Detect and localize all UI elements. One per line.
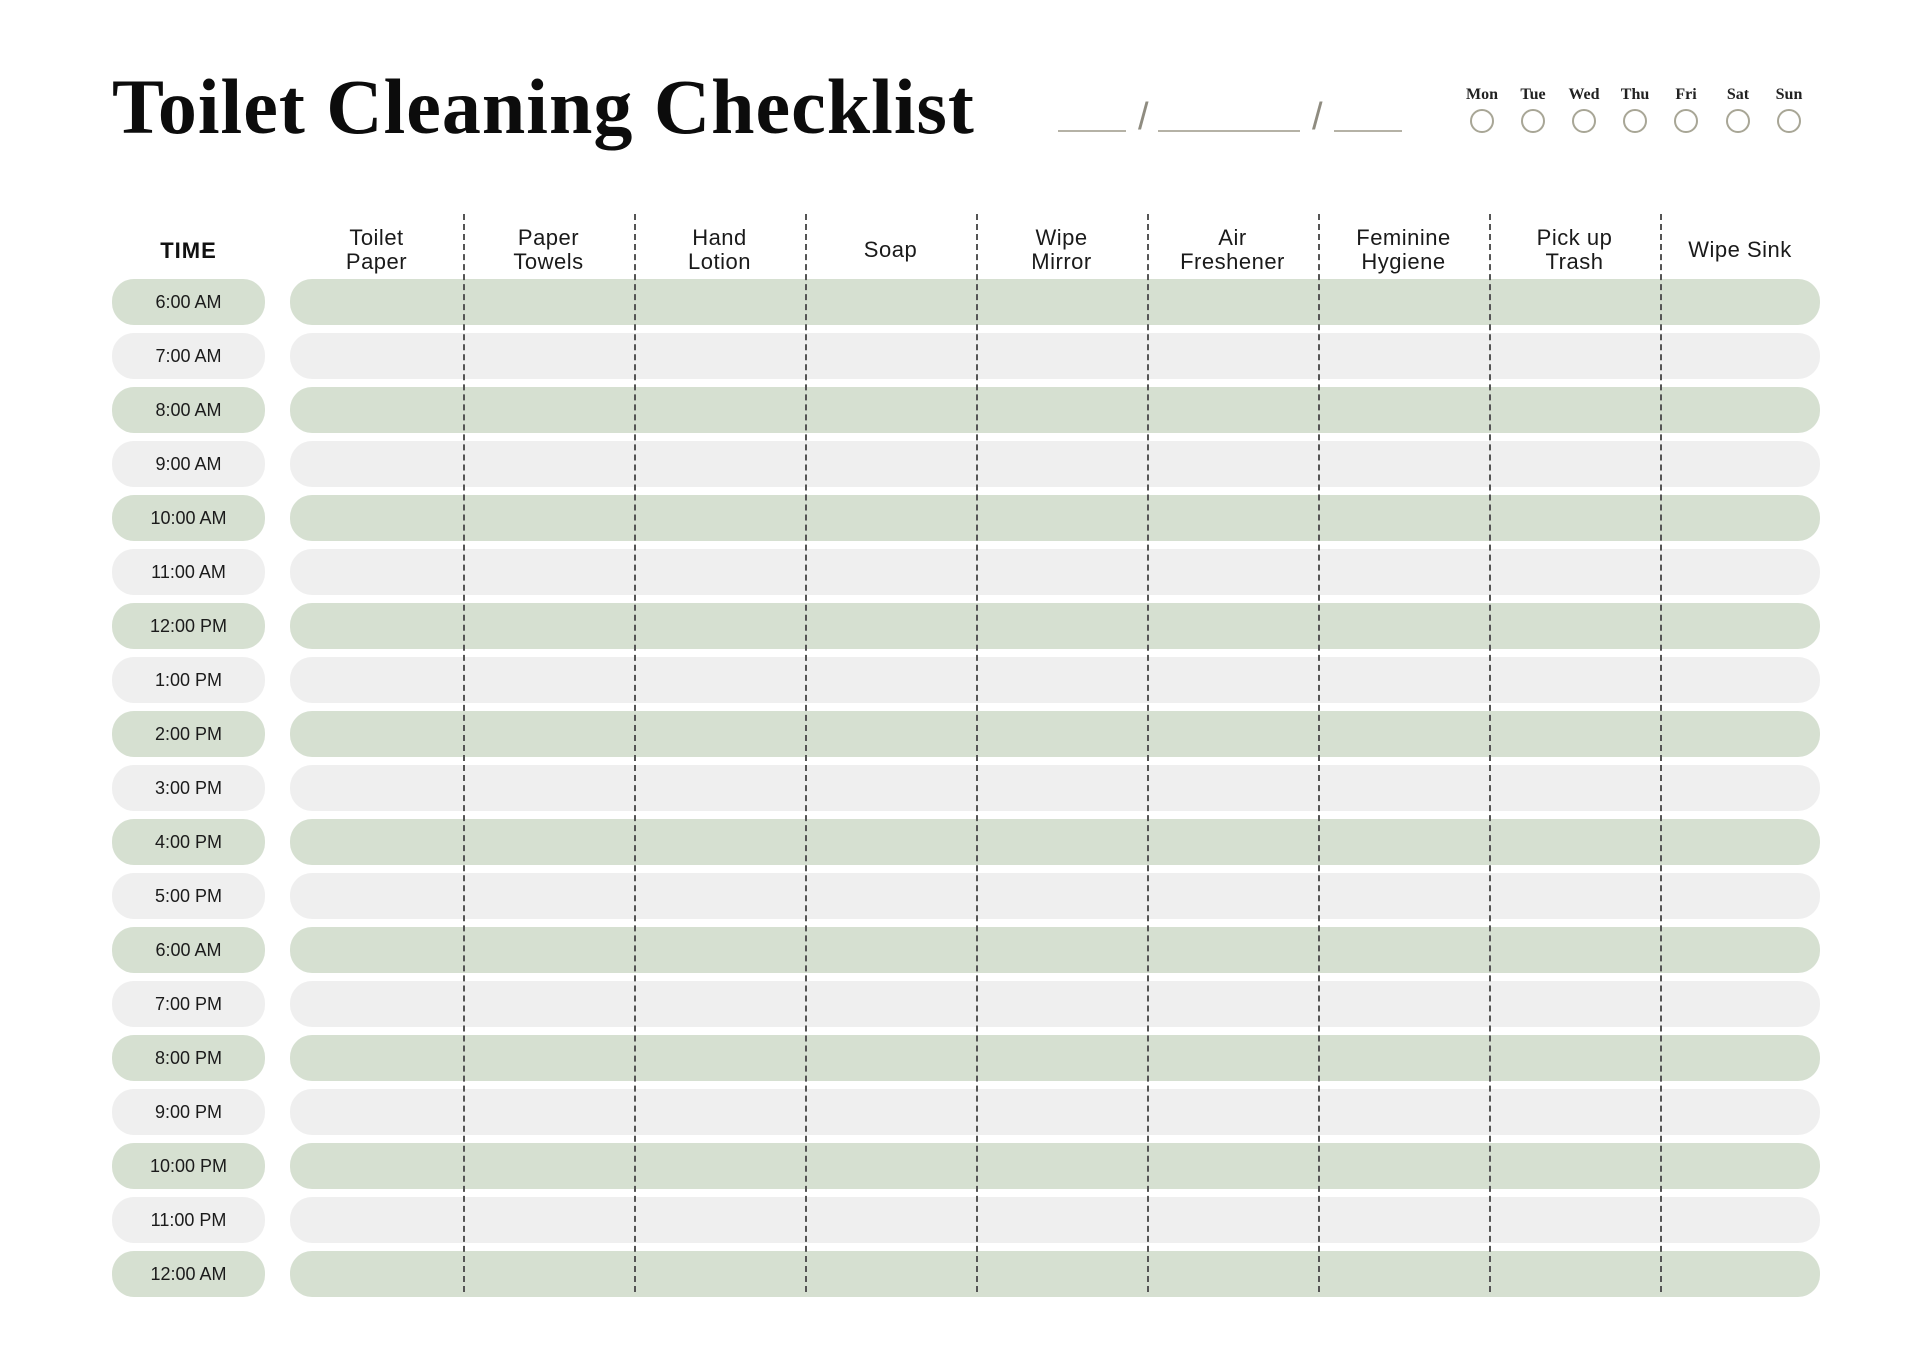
date-separator: / (1312, 96, 1323, 138)
day-label: Mon (1466, 86, 1498, 103)
column-header (1489, 220, 1660, 280)
day-checkbox[interactable] (1470, 109, 1494, 133)
time-slot: 3:00 PM (112, 765, 265, 811)
time-slot: 12:00 AM (112, 1251, 265, 1297)
day-checkbox[interactable] (1521, 109, 1545, 133)
column-divider (1147, 214, 1149, 1292)
checklist-row[interactable] (290, 387, 1820, 433)
checklist-row[interactable] (290, 495, 1820, 541)
column-header-label: Wipe Mirror (1031, 225, 1092, 274)
day-label: Fri (1675, 86, 1697, 103)
column-header (1318, 220, 1489, 280)
column-header (634, 220, 805, 280)
day-option-thu (1610, 86, 1660, 133)
checklist-row[interactable] (290, 1143, 1820, 1189)
time-slot: 8:00 AM (112, 387, 265, 433)
time-slot: 6:00 AM (112, 927, 265, 973)
day-option-mon (1457, 86, 1507, 133)
checklist-row[interactable] (290, 279, 1820, 325)
checklist-row[interactable] (290, 765, 1820, 811)
day-checkbox[interactable] (1726, 109, 1750, 133)
time-slot: 1:00 PM (112, 657, 265, 703)
checklist-row[interactable] (290, 333, 1820, 379)
column-divider (463, 214, 465, 1292)
checklist-row[interactable] (290, 1035, 1820, 1081)
day-option-sun (1764, 86, 1814, 133)
checklist-row[interactable] (290, 1089, 1820, 1135)
day-checkbox[interactable] (1777, 109, 1801, 133)
checklist-row[interactable] (290, 1197, 1820, 1243)
time-slot: 6:00 AM (112, 279, 265, 325)
column-header (976, 220, 1147, 280)
time-slot: 9:00 AM (112, 441, 265, 487)
checklist-row[interactable] (290, 711, 1820, 757)
column-header (805, 220, 976, 280)
day-checkbox[interactable] (1674, 109, 1698, 133)
day-checkbox[interactable] (1623, 109, 1647, 133)
day-label: Sun (1775, 86, 1803, 103)
page-title: Toilet Cleaning Checklist (112, 63, 975, 150)
column-header-label: Wipe Sink (1688, 237, 1792, 262)
checklist-row[interactable] (290, 603, 1820, 649)
column-header-label: Soap (863, 237, 918, 262)
column-header-label: Feminine Hygiene (1356, 225, 1451, 274)
time-slot: 8:00 PM (112, 1035, 265, 1081)
column-header (1147, 220, 1318, 280)
day-checkbox[interactable] (1572, 109, 1596, 133)
checklist-row[interactable] (290, 1251, 1820, 1297)
column-header-label: Paper Towels (513, 225, 584, 274)
time-slot: 10:00 AM (112, 495, 265, 541)
time-slot: 9:00 PM (112, 1089, 265, 1135)
day-option-wed (1559, 86, 1609, 133)
column-divider (1489, 214, 1491, 1292)
column-header-label: Pick up Trash (1536, 225, 1613, 274)
time-column-header: TIME (160, 238, 217, 263)
checklist-row[interactable] (290, 441, 1820, 487)
column-divider (634, 214, 636, 1292)
column-divider (805, 214, 807, 1292)
checklist-row[interactable] (290, 819, 1820, 865)
checklist-row[interactable] (290, 549, 1820, 595)
time-slot: 12:00 PM (112, 603, 265, 649)
checklist-row[interactable] (290, 927, 1820, 973)
time-slot: 11:00 AM (112, 549, 265, 595)
day-option-fri (1661, 86, 1711, 133)
day-label: Sat (1726, 86, 1750, 103)
day-label: Thu (1620, 86, 1650, 103)
time-slot: 4:00 PM (112, 819, 265, 865)
time-slot: 10:00 PM (112, 1143, 265, 1189)
column-header (1660, 220, 1820, 280)
day-label: Wed (1568, 86, 1600, 103)
column-divider (976, 214, 978, 1292)
time-slot: 5:00 PM (112, 873, 265, 919)
date-separator: / (1138, 96, 1149, 138)
column-header (290, 220, 463, 280)
column-divider (1660, 214, 1662, 1292)
day-label: Tue (1520, 86, 1546, 103)
column-header (463, 220, 634, 280)
day-option-sat (1713, 86, 1763, 133)
weekday-selector (0, 86, 1921, 146)
column-header-label: Toilet Paper (345, 225, 408, 274)
checklist-row[interactable] (290, 981, 1820, 1027)
checklist-row[interactable] (290, 873, 1820, 919)
day-option-tue (1508, 86, 1558, 133)
checklist-row[interactable] (290, 657, 1820, 703)
time-slot: 7:00 PM (112, 981, 265, 1027)
column-header-label: Hand Lotion (688, 225, 751, 274)
column-divider (1318, 214, 1320, 1292)
time-slot: 7:00 AM (112, 333, 265, 379)
time-slot: 2:00 PM (112, 711, 265, 757)
column-header-label: Air Freshener (1180, 225, 1285, 274)
time-slot: 11:00 PM (112, 1197, 265, 1243)
